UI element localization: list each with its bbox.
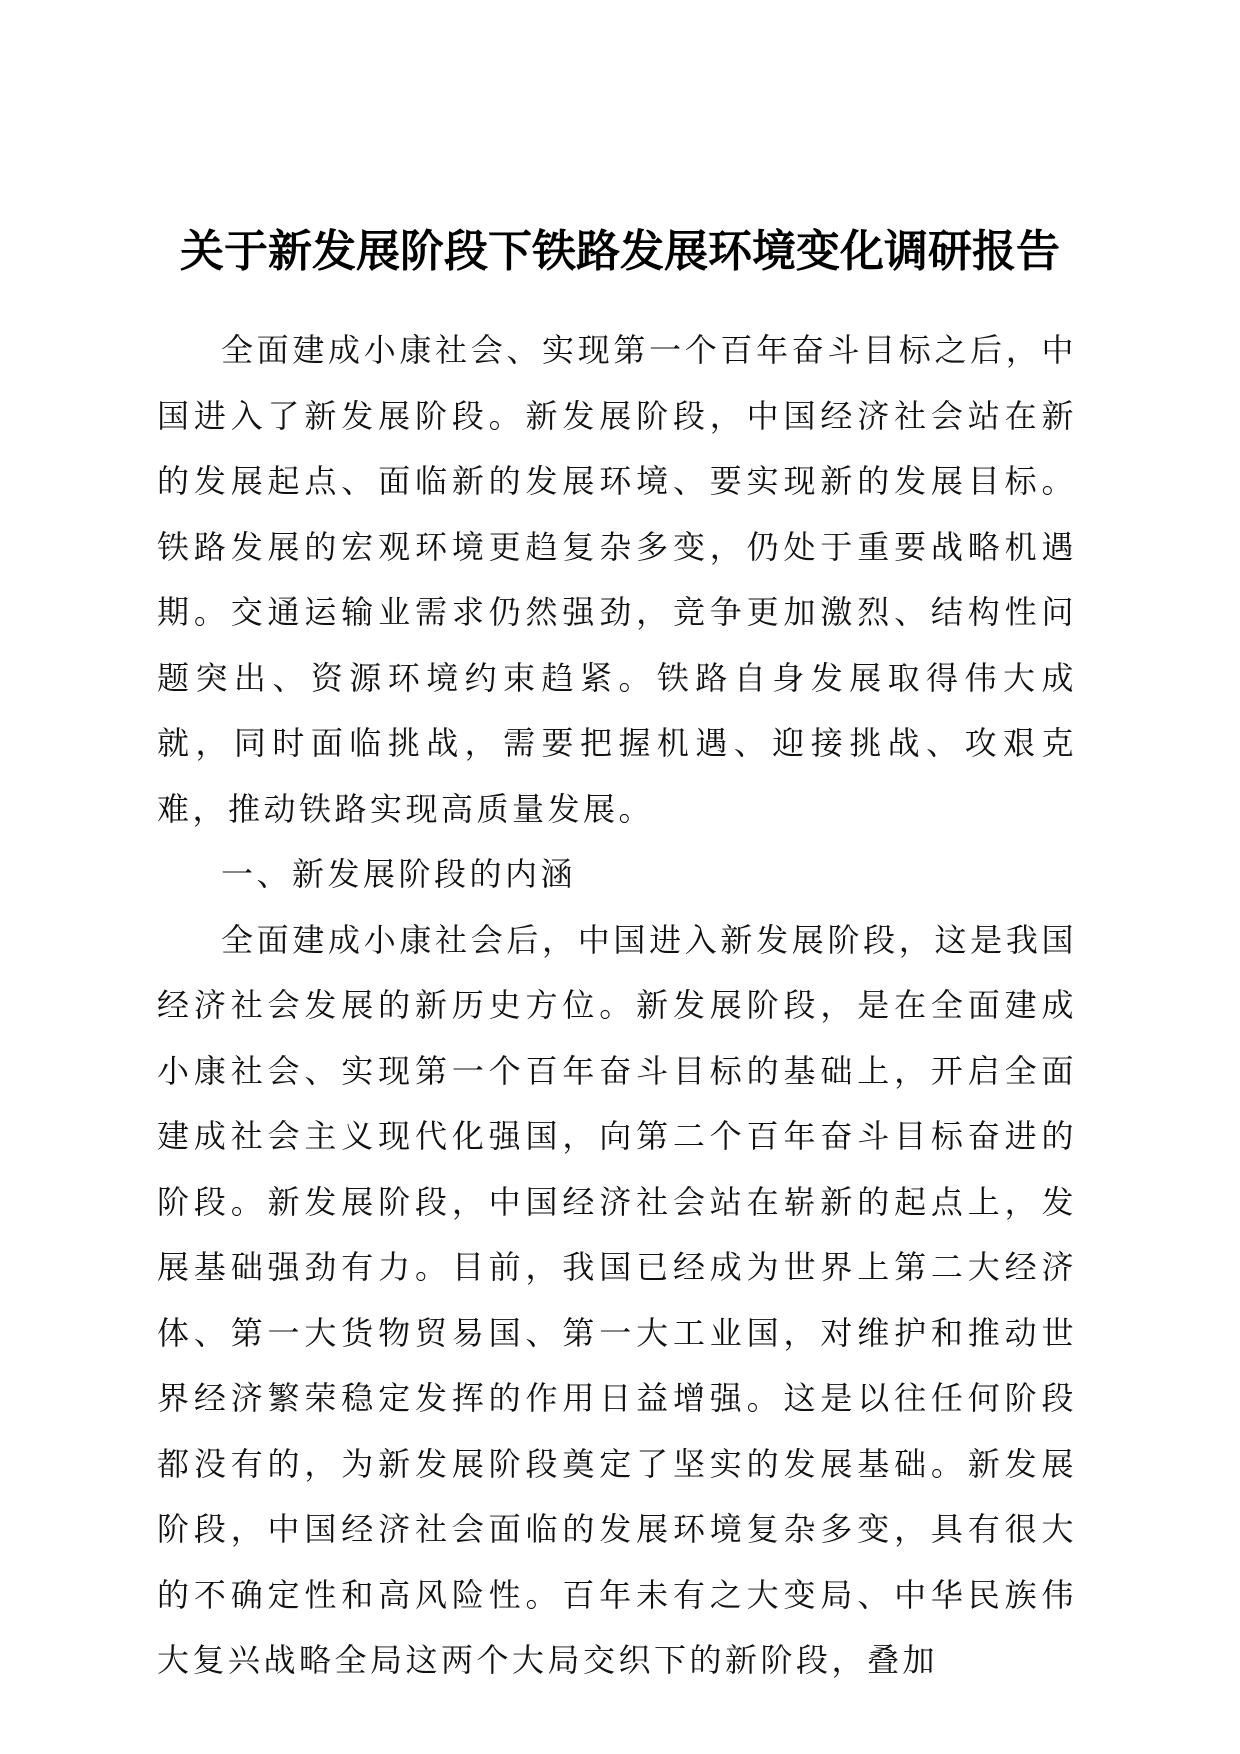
document-title: 关于新发展阶段下铁路发展环境变化调研报告: [180, 226, 1060, 277]
section-paragraph: 全面建成小康社会后，中国进入新发展阶段，这是我国经济社会发展的新历史方位。新发展阶段，是在全面建成小康社会、实现第一个百年奋斗目标的基础上，开启全面建成社会主义现代化强国，向第二个百年奋斗目标奋进的阶段。新发展阶段，中国经济社会站在崭新的起点上，发展基础强劲有力。目前，我国已经成为世界上第二大经济体、第一大货物贸易国、第一大工业国，对维护和推动世界经济繁荣稳定发挥的作用日益增强。这是以往任何阶段都没有的，为新发展阶段奠定了坚实的发展基础。新发展阶段，中国经济社会面临的发展环境复杂多变，具有很大的不确定性和高风险性。百年未有之大变局、中华民族伟大复兴战略全局这两个大局交织下的新阶段，叠加: [157, 920, 1077, 1679]
document-body: [157, 318, 1077, 1694]
intro-paragraph: 全面建成小康社会、实现第一个百年奋斗目标之后，中国进入了新发展阶段。新发展阶段，中国经济社会站在新的发展起点、面临新的发展环境、要实现新的发展目标。铁路发展的宏观环境更趋复杂多变，仍处于重要战略机遇期。交通运输业需求仍然强劲，竞争更加激烈、结构性问题突出、资源环境约束趋紧。铁路自身发展取得伟大成就，同时面临挑战，需要把握机遇、迎接挑战、攻艰克难，推动铁路实现高质量发展。: [157, 331, 1077, 828]
section-heading: 一、新发展阶段的内涵: [221, 855, 577, 893]
